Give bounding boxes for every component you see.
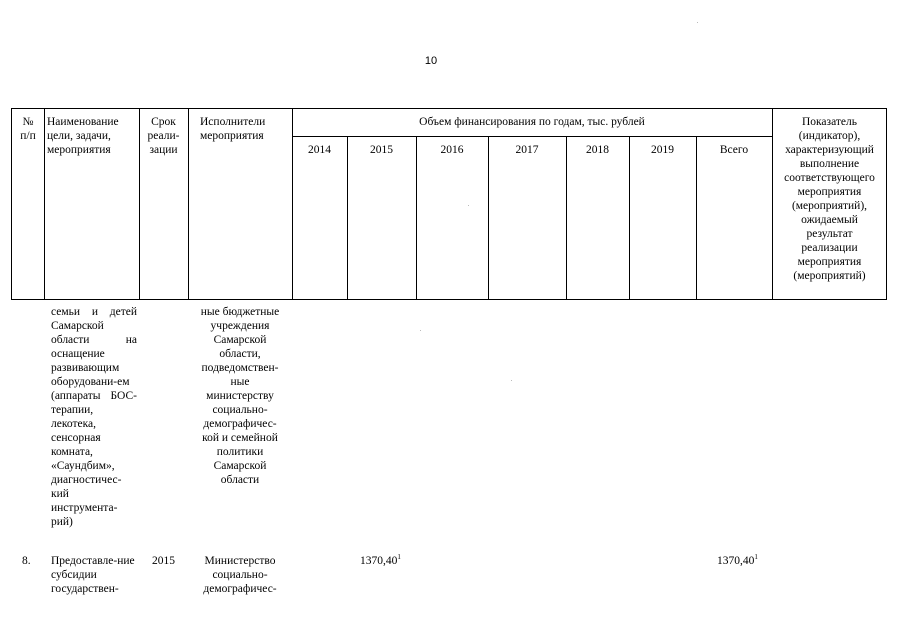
col-border-2015 [416, 136, 417, 300]
header-year-2015: 2015 [370, 144, 393, 156]
row-8-total-value: 1370,40$^1$ [717, 553, 758, 567]
row-8-term: 2015 [152, 555, 175, 567]
header-year-2017: 2017 [515, 144, 539, 156]
header-funding: Объем финансирования по годам, тыс. рублей [419, 116, 645, 128]
col-border-2017 [566, 136, 567, 300]
scan-speck [697, 22, 698, 23]
row-8-name: Предоставле-ние субсидии государствен- [51, 555, 135, 595]
scan-speck [468, 205, 469, 206]
header-term: Срок реали- зации [147, 116, 180, 156]
col-border-2016 [488, 136, 489, 300]
header-name: Наименование цели, задачи, мероприятия [47, 116, 119, 156]
footnote-mark: 1 [754, 553, 758, 562]
header-bottom-border [11, 299, 887, 300]
footnote-mark: 1 [397, 553, 401, 562]
header-year-2016: 2016 [440, 144, 464, 156]
header-indicator: Показатель (индикатор), характеризующий выполнение соответствующего мероприятия (мероприятий), ожидаемый результат реализации мероприятия (мероприятий) [784, 116, 875, 282]
row-continued-name: семьи и детей Самарской области на оснащение развивающим оборудовани-ем (аппараты БОС-терапии, лекотека, сенсорная комната, «Саундбим», диагностичес-кий инструмента-рий) [51, 306, 137, 528]
funding-header-divider [292, 136, 772, 137]
header-year-2014: 2014 [308, 144, 331, 156]
row-8-2015-value: 1370,40$^1$ [360, 553, 401, 567]
scan-speck [420, 330, 421, 331]
col-border-executors [292, 108, 293, 300]
row-continued-executors: ные бюджетные учреждения Самарской области, подведомствен- ные министерству социально- демографичес- кой и семейной политики Самарской области [200, 306, 280, 486]
scan-speck [511, 380, 512, 381]
col-border-term [188, 108, 189, 300]
row-8-num: 8. [22, 555, 31, 567]
col-border-2018 [629, 136, 630, 300]
col-border-2014 [347, 136, 348, 300]
row-8-executors: Министерство социально- демографичес- [203, 555, 277, 595]
col-border-2019 [696, 136, 697, 300]
table-top-border [11, 108, 887, 109]
page-number: 10 [424, 55, 438, 67]
header-year-2019: 2019 [651, 144, 674, 156]
header-executors: Исполнители мероприятия [200, 116, 266, 142]
header-total: Всего [719, 144, 749, 156]
header-year-2018: 2018 [586, 144, 609, 156]
header-num: № п/п [20, 116, 36, 142]
